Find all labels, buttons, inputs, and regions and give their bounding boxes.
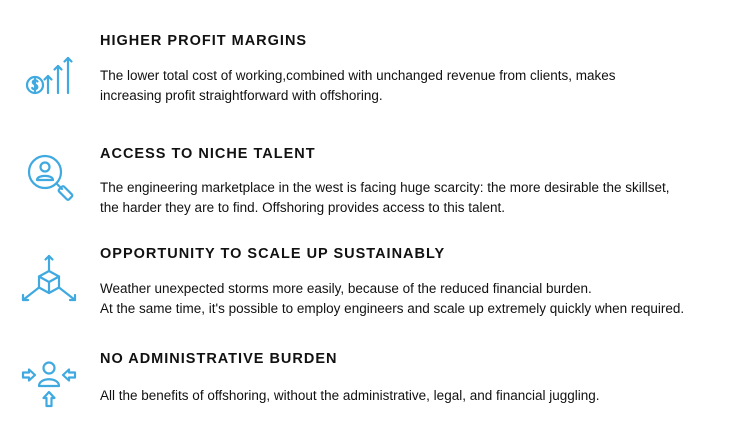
benefit-description <box>100 178 740 218</box>
description-line: increasing profit straightforward with offshoring. <box>100 88 383 103</box>
description-line: the harder they are to find. Offshoring provides access to this talent. <box>100 200 505 215</box>
benefit-title: OPPORTUNITY TO SCALE UP SUSTAINABLY <box>100 246 446 262</box>
benefit-title: ACCESS TO NICHE TALENT <box>100 146 316 162</box>
cube-scale-arrows-icon <box>18 250 80 312</box>
benefit-description <box>100 66 740 106</box>
person-search-icon <box>18 147 80 209</box>
benefit-title: NO ADMINISTRATIVE BURDEN <box>100 351 338 367</box>
benefit-description <box>100 386 740 406</box>
benefit-title: HIGHER PROFIT MARGINS <box>100 33 308 49</box>
person-inward-arrows-icon <box>18 350 80 412</box>
benefit-description <box>100 279 740 319</box>
description-line: At the same time, it's possible to employ engineers and scale up extremely quickly when required. <box>100 301 685 316</box>
description-line: The lower total cost of working,combined with unchanged revenue from clients, makes <box>100 68 616 83</box>
description-line: Weather unexpected storms more easily, because of the reduced financial burden. <box>100 281 592 296</box>
dollar-growth-arrows-icon <box>18 50 80 112</box>
description-line: All the benefits of offshoring, without the administrative, legal, and financial juggling. <box>100 388 600 403</box>
description-line: The engineering marketplace in the west is facing huge scarcity: the more desirable the skillset, <box>100 180 670 195</box>
